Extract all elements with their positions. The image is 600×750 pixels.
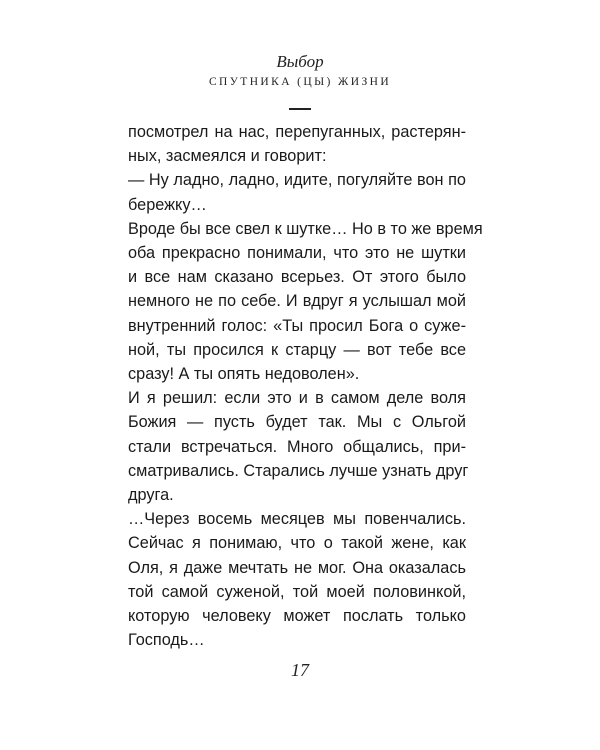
running-header (0, 52, 600, 88)
text-line: ной, ты просился к старцу — вот тебе все (128, 340, 466, 359)
text-line: Оля, я даже мечтать не мог. Она оказалась (128, 558, 466, 577)
text-line: немного не по себе. И вдруг я услышал мой (128, 292, 466, 311)
text-line: Господь… (128, 631, 205, 650)
page-number: 17 (291, 660, 309, 680)
text-line: ных, засмеялся и говорит: (128, 147, 327, 166)
text-line: друга. (128, 486, 174, 505)
body-text (128, 120, 483, 652)
text-line: И я решил: если это и в самом деле воля (128, 389, 466, 408)
text-line: и все нам сказано всерьез. От этого было (128, 268, 466, 287)
text-line: оба прекрасно понимали, что это не шутки (128, 244, 466, 263)
text-line: …Через восемь месяцев мы повенчались. (128, 510, 466, 529)
text-line: той самой суженой, той моей половинкой, (128, 582, 466, 601)
text-line: Вроде бы все свел к шутке… Но в то же время (128, 219, 483, 238)
text-line: которую человеку может послать только (128, 607, 466, 626)
running-header-subtitle: СПУТНИКА (ЦЫ) ЖИЗНИ (208, 76, 392, 88)
header-divider (289, 108, 311, 110)
text-line: Божия — пусть будет так. Мы с Ольгой (128, 413, 466, 432)
text-line: сразу! А ты опять недоволен». (128, 365, 360, 384)
running-header-title: Выбор (276, 52, 324, 71)
text-line: бережку… (128, 195, 207, 214)
text-line: стали встречаться. Много общались, при- (128, 437, 466, 456)
text-line: посмотрел на нас, перепуганных, растерян- (128, 123, 466, 141)
text-line: сматривались. Старались лучше узнать друг (128, 461, 469, 480)
text-line: — Ну ладно, ладно, идите, погуляйте вон по (128, 171, 466, 190)
text-line: Сейчас я понимаю, что о такой жене, как (128, 534, 466, 553)
text-line: внутренний голос: «Ты просил Бога о суже- (128, 316, 466, 335)
